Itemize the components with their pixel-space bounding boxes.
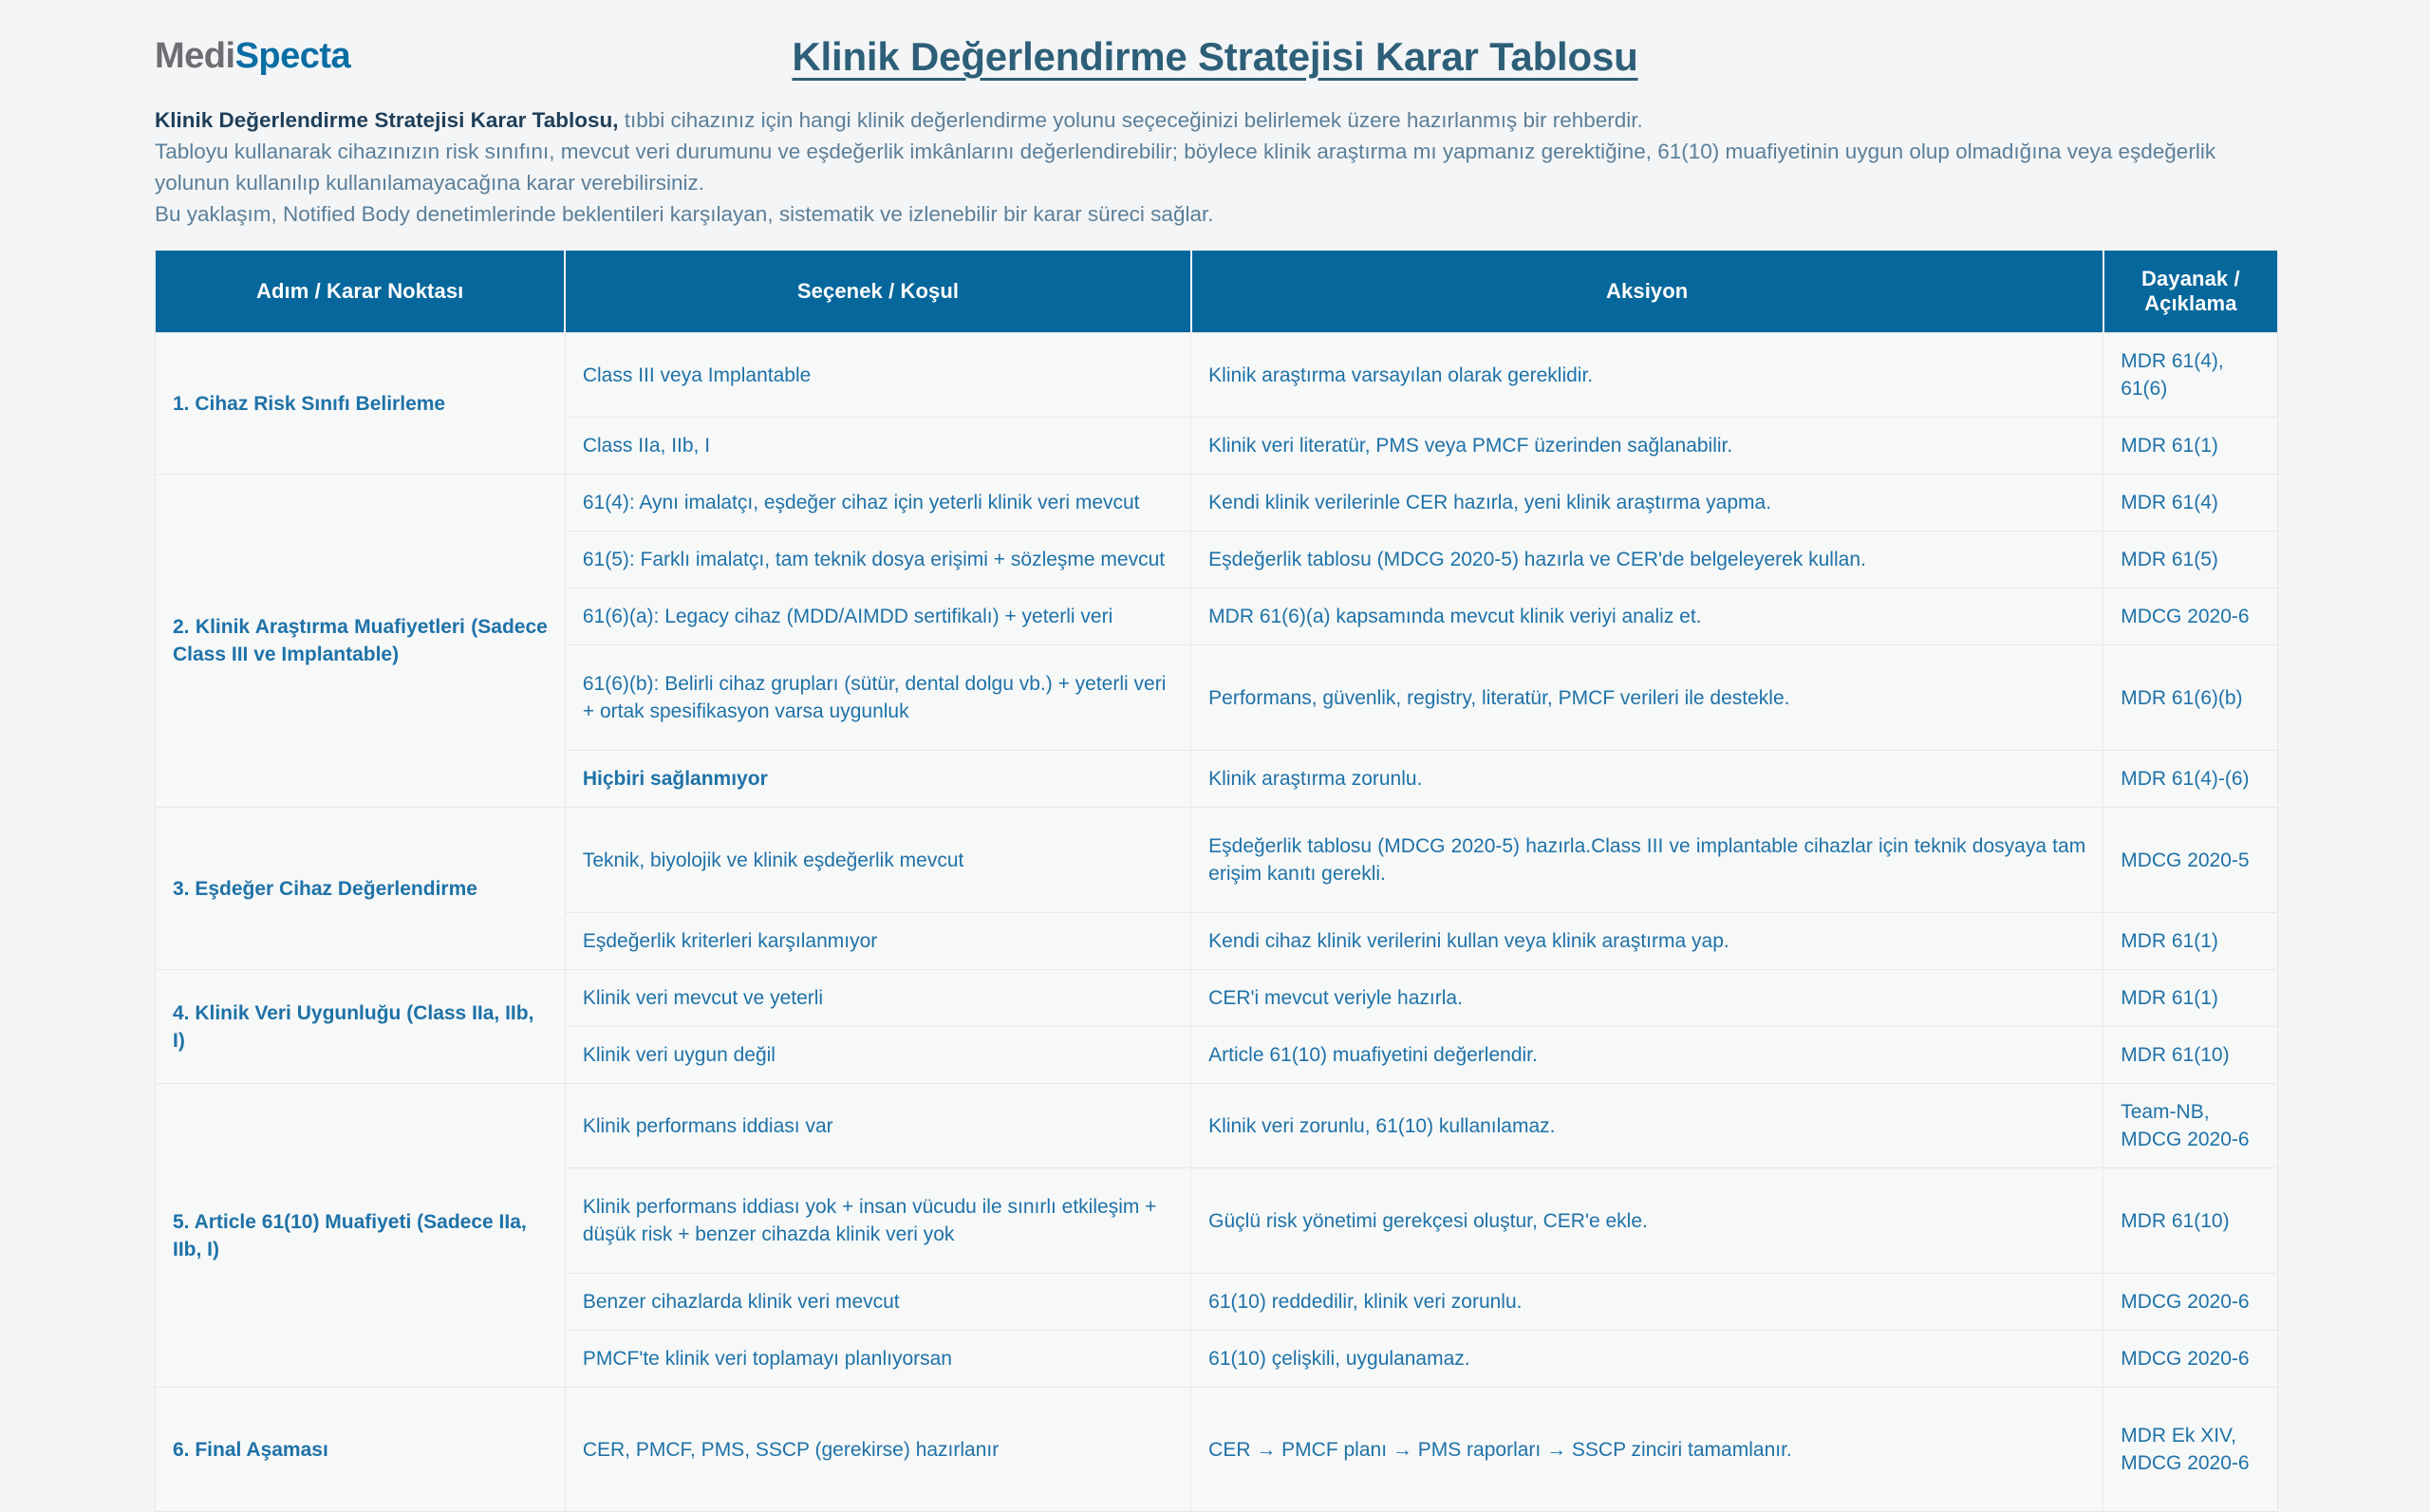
intro-paragraph-1: [155, 104, 2278, 136]
intro-paragraph-2: Tabloyu kullanarak cihazınızın risk sınıfını, mevcut veri durumunu ve eşdeğerlik imkânlarını değerlendirebilir; böylece klinik araştırma mı yapmanız gerektiğine, 61(10) muafiyetinin uygun olup olmadığına veya eşdeğerlik yolunun kullanılıp kullanılamayacağına karar verebilirsiniz.: [155, 140, 2216, 195]
table-header-row: [156, 251, 2277, 333]
table-row: [156, 475, 2277, 532]
option-cell: Eşdeğerlik kriterleri karşılanmıyor: [565, 913, 1190, 970]
option-cell: Klinik performans iddiası yok + insan vücudu ile sınırlı etkileşim + düşük risk + benzer cihazda klinik veri yok: [565, 1168, 1190, 1274]
brand-logo-part1: Medi: [155, 36, 235, 76]
table-header: [156, 251, 2277, 333]
option-cell: CER, PMCF, PMS, SSCP (gerekirse) hazırlanır: [565, 1388, 1190, 1512]
column-header-action: Aksiyon: [1191, 251, 2103, 333]
table-row: [156, 333, 2277, 418]
table-row: [156, 1084, 2277, 1168]
table-row: [156, 808, 2277, 913]
action-cell: Klinik araştırma zorunlu.: [1191, 751, 2103, 808]
option-cell: Klinik performans iddiası var: [565, 1084, 1190, 1168]
reference-cell: MDR 61(10): [2103, 1027, 2277, 1084]
reference-cell: MDR Ek XIV, MDCG 2020-6: [2103, 1388, 2277, 1512]
reference-cell: MDCG 2020-6: [2103, 588, 2277, 645]
option-cell: 61(4): Aynı imalatçı, eşdeğer cihaz için yeterli klinik veri mevcut: [565, 475, 1190, 532]
column-header-option: Seçenek / Koşul: [565, 251, 1190, 333]
page-title: Klinik Değerlendirme Stratejisi Karar Tablosu: [792, 34, 1638, 79]
intro-paragraph-3: Bu yaklaşım, Notified Body denetimlerinde beklentileri karşılayan, sistematik ve izlenebilir bir karar süreci sağlar.: [155, 202, 1214, 226]
table-row: [156, 970, 2277, 1027]
reference-cell: MDR 61(5): [2103, 532, 2277, 588]
action-cell: Güçlü risk yönetimi gerekçesi oluştur, CER'e ekle.: [1191, 1168, 2103, 1274]
column-header-reference: Dayanak / Açıklama: [2103, 251, 2277, 333]
reference-cell: MDR 61(1): [2103, 418, 2277, 475]
reference-cell: MDCG 2020-5: [2103, 808, 2277, 913]
reference-cell: MDR 61(4): [2103, 475, 2277, 532]
option-cell: Teknik, biyolojik ve klinik eşdeğerlik mevcut: [565, 808, 1190, 913]
step-label-2: 2. Klinik Araştırma Muafiyetleri (Sadece Class III ve Implantable): [156, 475, 565, 808]
option-cell: PMCF'te klinik veri toplamayı planlıyorsan: [565, 1331, 1190, 1388]
option-cell: Class IIa, IIb, I: [565, 418, 1190, 475]
action-cell: Eşdeğerlik tablosu (MDCG 2020-5) hazırla.Class III ve implantable cihazlar için teknik dosyaya tam erişim kanıtı gerekli.: [1191, 808, 2103, 913]
table-body: [156, 333, 2277, 1512]
intro-lead-rest: tıbbi cihazınız için hangi klinik değerlendirme yolunu seçeceğinizi belirlemek üzere hazırlanmış bir rehberdir.: [618, 108, 1643, 132]
action-cell: Eşdeğerlik tablosu (MDCG 2020-5) hazırla ve CER'de belgeleyerek kullan.: [1191, 532, 2103, 588]
action-cell: Kendi klinik verilerinle CER hazırla, yeni klinik araştırma yapma.: [1191, 475, 2103, 532]
option-cell: 61(6)(a): Legacy cihaz (MDD/AIMDD sertifikalı) + yeterli veri: [565, 588, 1190, 645]
step-label-6: 6. Final Aşaması: [156, 1388, 565, 1512]
header-bar: [0, 0, 2430, 104]
decision-table-container: [155, 251, 2278, 1512]
intro-section: [0, 104, 2430, 230]
reference-cell: MDR 61(1): [2103, 913, 2277, 970]
option-cell: 61(5): Farklı imalatçı, tam teknik dosya erişimi + sözleşme mevcut: [565, 532, 1190, 588]
action-cell: Article 61(10) muafiyetini değerlendir.: [1191, 1027, 2103, 1084]
reference-cell: Team-NB, MDCG 2020-6: [2103, 1084, 2277, 1168]
option-cell: Hiçbiri sağlanmıyor: [565, 751, 1190, 808]
action-cell: MDR 61(6)(a) kapsamında mevcut klinik veriyi analiz et.: [1191, 588, 2103, 645]
reference-cell: MDR 61(4)-(6): [2103, 751, 2277, 808]
action-cell: Klinik veri zorunlu, 61(10) kullanılamaz.: [1191, 1084, 2103, 1168]
action-cell: 61(10) çelişkili, uygulanamaz.: [1191, 1331, 2103, 1388]
reference-cell: MDCG 2020-6: [2103, 1274, 2277, 1331]
action-cell: Kendi cihaz klinik verilerini kullan veya klinik araştırma yap.: [1191, 913, 2103, 970]
action-cell: 61(10) reddedilir, klinik veri zorunlu.: [1191, 1274, 2103, 1331]
step-label-3: 3. Eşdeğer Cihaz Değerlendirme: [156, 808, 565, 970]
step-label-4: 4. Klinik Veri Uygunluğu (Class IIa, IIb, I): [156, 970, 565, 1084]
step-label-1: 1. Cihaz Risk Sınıfı Belirleme: [156, 333, 565, 475]
action-cell: Klinik araştırma varsayılan olarak gereklidir.: [1191, 333, 2103, 418]
option-cell: Klinik veri mevcut ve yeterli: [565, 970, 1190, 1027]
reference-cell: MDR 61(4), 61(6): [2103, 333, 2277, 418]
brand-logo-part2: Specta: [234, 36, 351, 76]
decision-table: [156, 251, 2277, 1511]
intro-lead-bold: Klinik Değerlendirme Stratejisi Karar Tablosu,: [155, 108, 619, 132]
step-label-5: 5. Article 61(10) Muafiyeti (Sadece IIa, IIb, I): [156, 1084, 565, 1388]
option-cell: Benzer cihazlarda klinik veri mevcut: [565, 1274, 1190, 1331]
option-cell: Class III veya Implantable: [565, 333, 1190, 418]
table-row: [156, 1388, 2277, 1512]
option-cell: Klinik veri uygun değil: [565, 1027, 1190, 1084]
reference-cell: MDR 61(6)(b): [2103, 645, 2277, 751]
option-cell: 61(6)(b): Belirli cihaz grupları (sütür, dental dolgu vb.) + yeterli veri + ortak spesifikasyon varsa uygunluk: [565, 645, 1190, 751]
reference-cell: MDCG 2020-6: [2103, 1331, 2277, 1388]
column-header-step: Adım / Karar Noktası: [156, 251, 565, 333]
action-cell: Klinik veri literatür, PMS veya PMCF üzerinden sağlanabilir.: [1191, 418, 2103, 475]
action-cell: CER → PMCF planı → PMS raporları → SSCP zinciri tamamlanır.: [1191, 1388, 2103, 1512]
action-cell: CER'i mevcut veriyle hazırla.: [1191, 970, 2103, 1027]
action-cell: Performans, güvenlik, registry, literatür, PMCF verileri ile destekle.: [1191, 645, 2103, 751]
reference-cell: MDR 61(10): [2103, 1168, 2277, 1274]
reference-cell: MDR 61(1): [2103, 970, 2277, 1027]
